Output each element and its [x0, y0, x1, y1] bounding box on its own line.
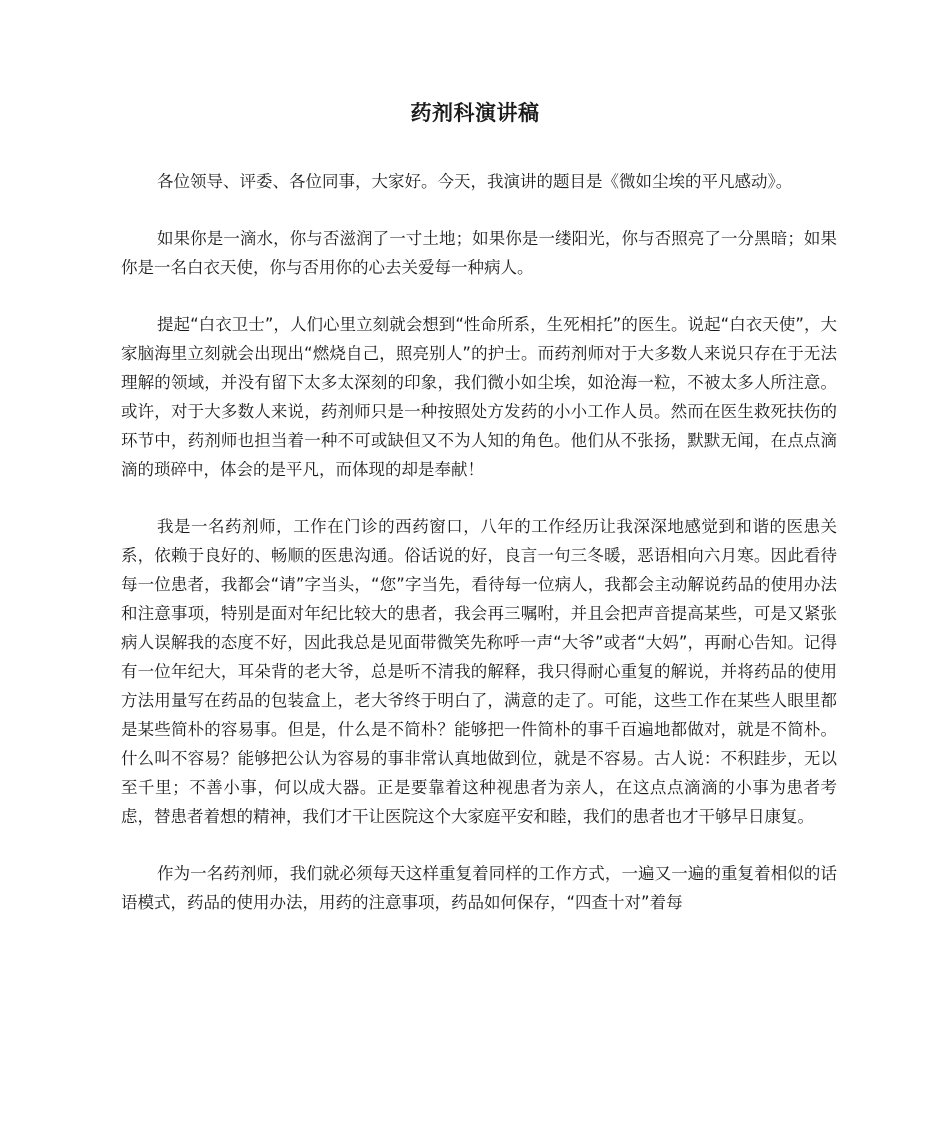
paragraph-greeting: 各位领导、评委、各位同事，大家好。今天，我演讲的题目是《微如尘埃的平凡感动》。	[157, 172, 793, 191]
document-title: 药剂科演讲稿	[410, 101, 540, 125]
paragraph-personal-experience: 我是一名药剂师，工作在门诊的西药窗口，八年的工作经历让我深深地感觉到和谐的医患关系，依赖于良好的、畅顺的医患沟通。俗话说的好，良言一句三冬暖，恶语相向六月寒。因此看待每一位患者，我都会“请”字当头，“您”字当先，看待每一位病人，我都会主动解说药品的使用办法和注意事项，特别是面对年纪比较大的患者，我会再三嘱咐，并且会把声音提高某些，可是又紧张病人误解我的态度不好，因此我总是见面带微笑先称呼一声“大爷”或者“大妈”，再耐心告知。记得有一位年纪大，耳朵背的老大爷，总是听不清我的解释，我只得耐心重复的解说，并将药品的使用方法用量写在药品的包装盒上，老大爷终于明白了，满意的走了。可能，这些工作在某些人眼里都是某些简朴的容易事。但是，什么是不简朴？能够把一件简朴的事千百遍地都做对，就是不简朴。什么叫不容易？能够把公认为容易的事非常认真地做到位，就是不容易。古人说：不积跬步，无以至千里；不善小事，何以成大器。正是要靠着这种视患者为亲人，在这点点滴滴的小事为患者考虑，替患者着想的精神，我们才干让医院这个大家庭平安和睦，我们的患者也才干够早日康复。	[121, 517, 837, 826]
paragraph-metaphor: 如果你是一滴水，你与否滋润了一寸土地；如果你是一缕阳光，你与否照亮了一分黑暗；如果你是一名白衣天使，你与否用你的心去关爱每一种病人。	[121, 229, 837, 277]
paragraph-pharmacist-role: 提起“白衣卫士”，人们心里立刻就会想到“性命所系，生死相托”的医生。说起“白衣天使”，大家脑海里立刻就会出现出“燃烧自己，照亮别人”的护士。而药剂师对于大多数人来说只存在于无法理解的领域，并没有留下太多太深刻的印象，我们微小如尘埃，如沧海一粒，不被太多人所注意。或许，对于大多数人来说，药剂师只是一种按照处方发药的小小工作人员。然而在医生救死扶伤的环节中，药剂师也担当着一种不可或缺但又不为人知的角色。他们从不张扬，默默无闻，在点点滴滴的琐碎中，体会的是平凡，而体现的却是奉献！	[121, 315, 837, 479]
document-body	[121, 167, 837, 945]
paragraph-daily-work: 作为一名药剂师，我们就必须每天这样重复着同样的工作方式，一遍又一遍的重复着相似的话语模式，药品的使用办法，用药的注意事项，药品如何保存，“四查十对”着每	[121, 864, 837, 912]
